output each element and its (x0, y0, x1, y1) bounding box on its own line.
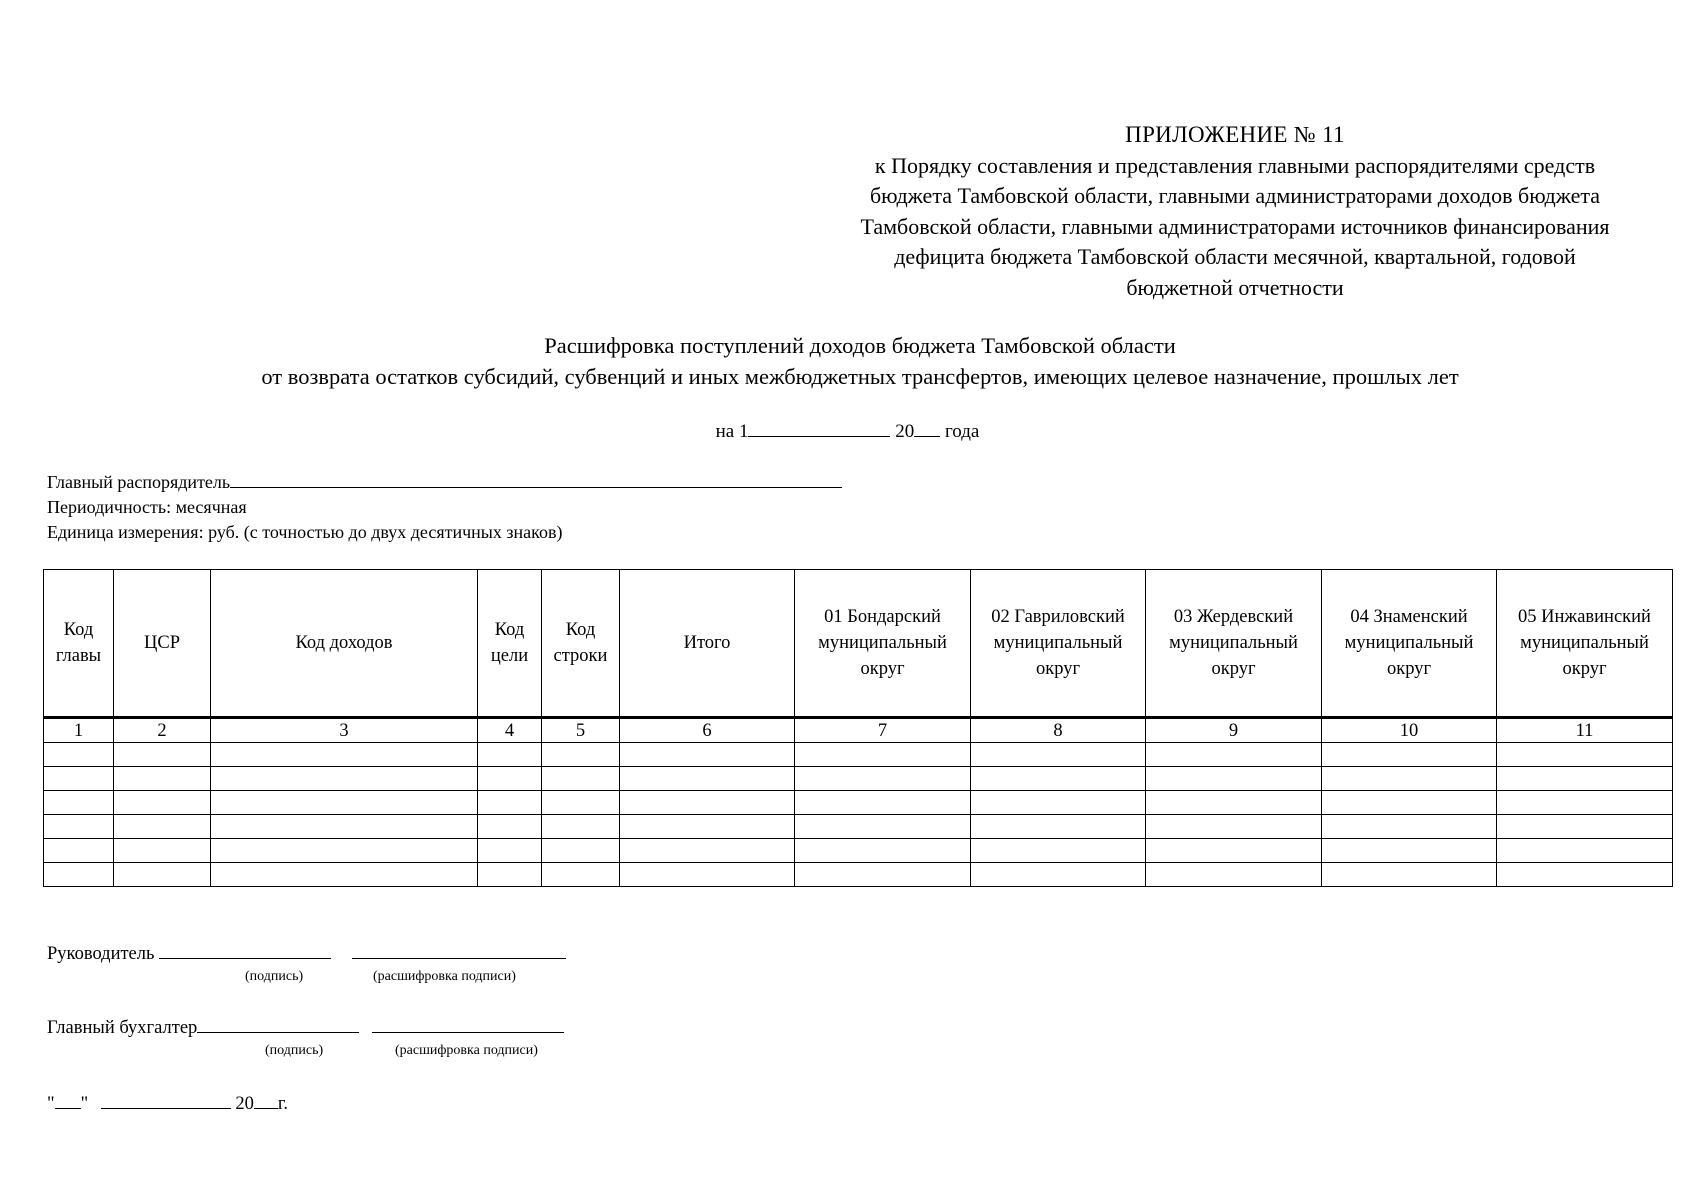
appendix-line: бюджета Тамбовской области, главными администраторами доходов бюджета (869, 183, 1601, 208)
head-signature-row (47, 940, 566, 965)
table-row (44, 863, 1673, 887)
table-cell[interactable] (795, 743, 971, 767)
column-header: 03 Жердевский муниципальный округ (1146, 570, 1322, 718)
head-decode-hint: (расшифровка подписи) (373, 969, 516, 984)
appendix-line: Тамбовской области, главными администраторами источников финансирования (860, 213, 1610, 239)
chief-manager-field[interactable] (230, 470, 842, 488)
document-title-line1: Расшифровка поступлений доходов бюджета Тамбовской области (544, 333, 1176, 358)
table-cell[interactable] (1497, 815, 1673, 839)
table-cell[interactable] (1146, 791, 1322, 815)
document-title-line2: от возврата остатков субсидий, субвенций и иных межбюджетных трансфертов, имеющих целевое назначение, прошлых лет (261, 364, 1459, 389)
table-cell[interactable] (211, 839, 478, 863)
head-signature-decode-field[interactable] (352, 940, 566, 959)
column-header: Код строки (542, 570, 620, 718)
table-cell[interactable] (1146, 839, 1322, 863)
column-number: 1 (44, 718, 114, 743)
column-number: 4 (478, 718, 542, 743)
report-table (43, 569, 1673, 887)
table-cell[interactable] (211, 767, 478, 791)
date-month-field[interactable] (748, 420, 890, 437)
table-cell[interactable] (1146, 863, 1322, 887)
chief-manager-row (47, 470, 842, 495)
table-cell[interactable] (971, 863, 1146, 887)
signature-date-row (47, 1090, 288, 1115)
table-cell[interactable] (542, 815, 620, 839)
table-cell[interactable] (478, 839, 542, 863)
accountant-signature-field[interactable] (197, 1014, 359, 1033)
table-cell[interactable] (478, 767, 542, 791)
date-prefix: на 1 (715, 421, 749, 442)
table-cell[interactable] (1322, 815, 1497, 839)
table-cell[interactable] (971, 743, 1146, 767)
table-cell[interactable] (1322, 791, 1497, 815)
table-cell[interactable] (971, 791, 1146, 815)
appendix-line: бюджетной отчетности (1126, 274, 1344, 300)
document-title (40, 330, 1680, 392)
head-signature-field[interactable] (159, 940, 331, 959)
date-quote-close: " (80, 1094, 89, 1114)
table-cell[interactable] (1322, 839, 1497, 863)
column-number: 7 (795, 718, 971, 743)
table-cell[interactable] (1322, 767, 1497, 791)
accountant-signature-hint: (подпись) (265, 1043, 324, 1058)
table-cell[interactable] (795, 767, 971, 791)
table-header-row (44, 570, 1673, 718)
column-number: 6 (620, 718, 795, 743)
table-cell[interactable] (971, 839, 1146, 863)
column-header: 02 Гавриловский муниципальный округ (971, 570, 1146, 718)
unit-of-measure: Единица измерения: руб. (с точностью до двух десятичных знаков) (47, 522, 563, 542)
table-cell[interactable] (1322, 743, 1497, 767)
signature-day-field[interactable] (55, 1090, 81, 1109)
table-cell[interactable] (620, 863, 795, 887)
table-cell[interactable] (542, 791, 620, 815)
data-rows (44, 743, 1673, 887)
table-cell[interactable] (478, 863, 542, 887)
date-suffix: года (944, 421, 980, 442)
appendix-header (800, 120, 1670, 303)
table-cell[interactable] (478, 815, 542, 839)
table-row (44, 815, 1673, 839)
column-header: 05 Инжавинский муниципальный округ (1497, 570, 1673, 718)
column-number: 8 (971, 718, 1146, 743)
column-header: ЦСР (114, 570, 211, 718)
column-header: Код цели (478, 570, 542, 718)
head-label: Руководитель (47, 944, 155, 964)
table-cell[interactable] (620, 743, 795, 767)
column-number: 2 (114, 718, 211, 743)
table-cell[interactable] (211, 815, 478, 839)
appendix-title: ПРИЛОЖЕНИЕ № 11 (1125, 122, 1345, 147)
accountant-signature-row (47, 1014, 564, 1039)
column-number: 5 (542, 718, 620, 743)
table-cell[interactable] (211, 743, 478, 767)
table-cell[interactable] (971, 815, 1146, 839)
table-cell[interactable] (44, 863, 114, 887)
table-cell[interactable] (44, 791, 114, 815)
appendix-line: к Порядку составления и представления главными распорядителями средств (874, 152, 1596, 178)
column-number-row (44, 718, 1673, 743)
table-cell[interactable] (542, 839, 620, 863)
accountant-decode-hint: (расшифровка подписи) (395, 1043, 538, 1058)
head-signature-hint: (подпись) (245, 969, 304, 984)
table-cell[interactable] (1497, 839, 1673, 863)
table-cell[interactable] (44, 815, 114, 839)
table-cell[interactable] (620, 839, 795, 863)
report-date-line (0, 420, 1695, 443)
table-cell[interactable] (114, 791, 211, 815)
table-cell[interactable] (1146, 743, 1322, 767)
table-cell[interactable] (44, 767, 114, 791)
table-cell[interactable] (114, 863, 211, 887)
table-cell[interactable] (478, 743, 542, 767)
chief-manager-label: Главный распорядитель (47, 472, 231, 492)
date-quote-open: " (47, 1094, 55, 1114)
table-cell[interactable] (1497, 791, 1673, 815)
report-meta (47, 470, 842, 545)
table-row (44, 743, 1673, 767)
column-header: Код доходов (211, 570, 478, 718)
table-row (44, 767, 1673, 791)
table-cell[interactable] (1497, 863, 1673, 887)
table-row (44, 791, 1673, 815)
table-cell[interactable] (542, 767, 620, 791)
table-cell[interactable] (795, 815, 971, 839)
table-cell[interactable] (1322, 863, 1497, 887)
periodicity: Периодичность: месячная (47, 497, 247, 517)
table-cell[interactable] (114, 767, 211, 791)
table-cell[interactable] (44, 743, 114, 767)
column-number: 3 (211, 718, 478, 743)
table-cell[interactable] (542, 743, 620, 767)
table-cell[interactable] (1497, 743, 1673, 767)
table-cell[interactable] (795, 839, 971, 863)
column-header: Итого (620, 570, 795, 718)
column-number: 10 (1322, 718, 1497, 743)
column-number: 11 (1497, 718, 1673, 743)
table-cell[interactable] (114, 839, 211, 863)
table-cell[interactable] (1146, 767, 1322, 791)
date-year-prefix: 20 (895, 421, 915, 442)
column-header: 04 Знаменский муниципальный округ (1322, 570, 1497, 718)
signature-year-prefix: 20 (235, 1094, 254, 1114)
table-cell[interactable] (620, 791, 795, 815)
column-header: Код главы (44, 570, 114, 718)
table-cell[interactable] (44, 839, 114, 863)
table-cell[interactable] (795, 863, 971, 887)
table-cell[interactable] (1146, 815, 1322, 839)
table-cell[interactable] (211, 791, 478, 815)
table-cell[interactable] (1497, 767, 1673, 791)
table-cell[interactable] (620, 815, 795, 839)
table-cell[interactable] (542, 863, 620, 887)
signature-year-field[interactable] (254, 1090, 278, 1109)
table-cell[interactable] (114, 743, 211, 767)
signature-month-field[interactable] (101, 1090, 231, 1109)
column-number: 9 (1146, 718, 1322, 743)
table-cell[interactable] (971, 767, 1146, 791)
table-cell[interactable] (478, 791, 542, 815)
date-year-field[interactable] (914, 420, 940, 437)
table-cell[interactable] (114, 815, 211, 839)
table-cell[interactable] (620, 767, 795, 791)
appendix-line: дефицита бюджета Тамбовской области месячной, квартальной, годовой (894, 244, 1576, 269)
signature-date-suffix: г. (277, 1094, 289, 1114)
column-header: 01 Бондарский муниципальный округ (795, 570, 971, 718)
accountant-label: Главный бухгалтер (47, 1018, 198, 1038)
table-cell[interactable] (795, 791, 971, 815)
table-row (44, 839, 1673, 863)
accountant-signature-decode-field[interactable] (372, 1014, 564, 1033)
table-cell[interactable] (211, 863, 478, 887)
